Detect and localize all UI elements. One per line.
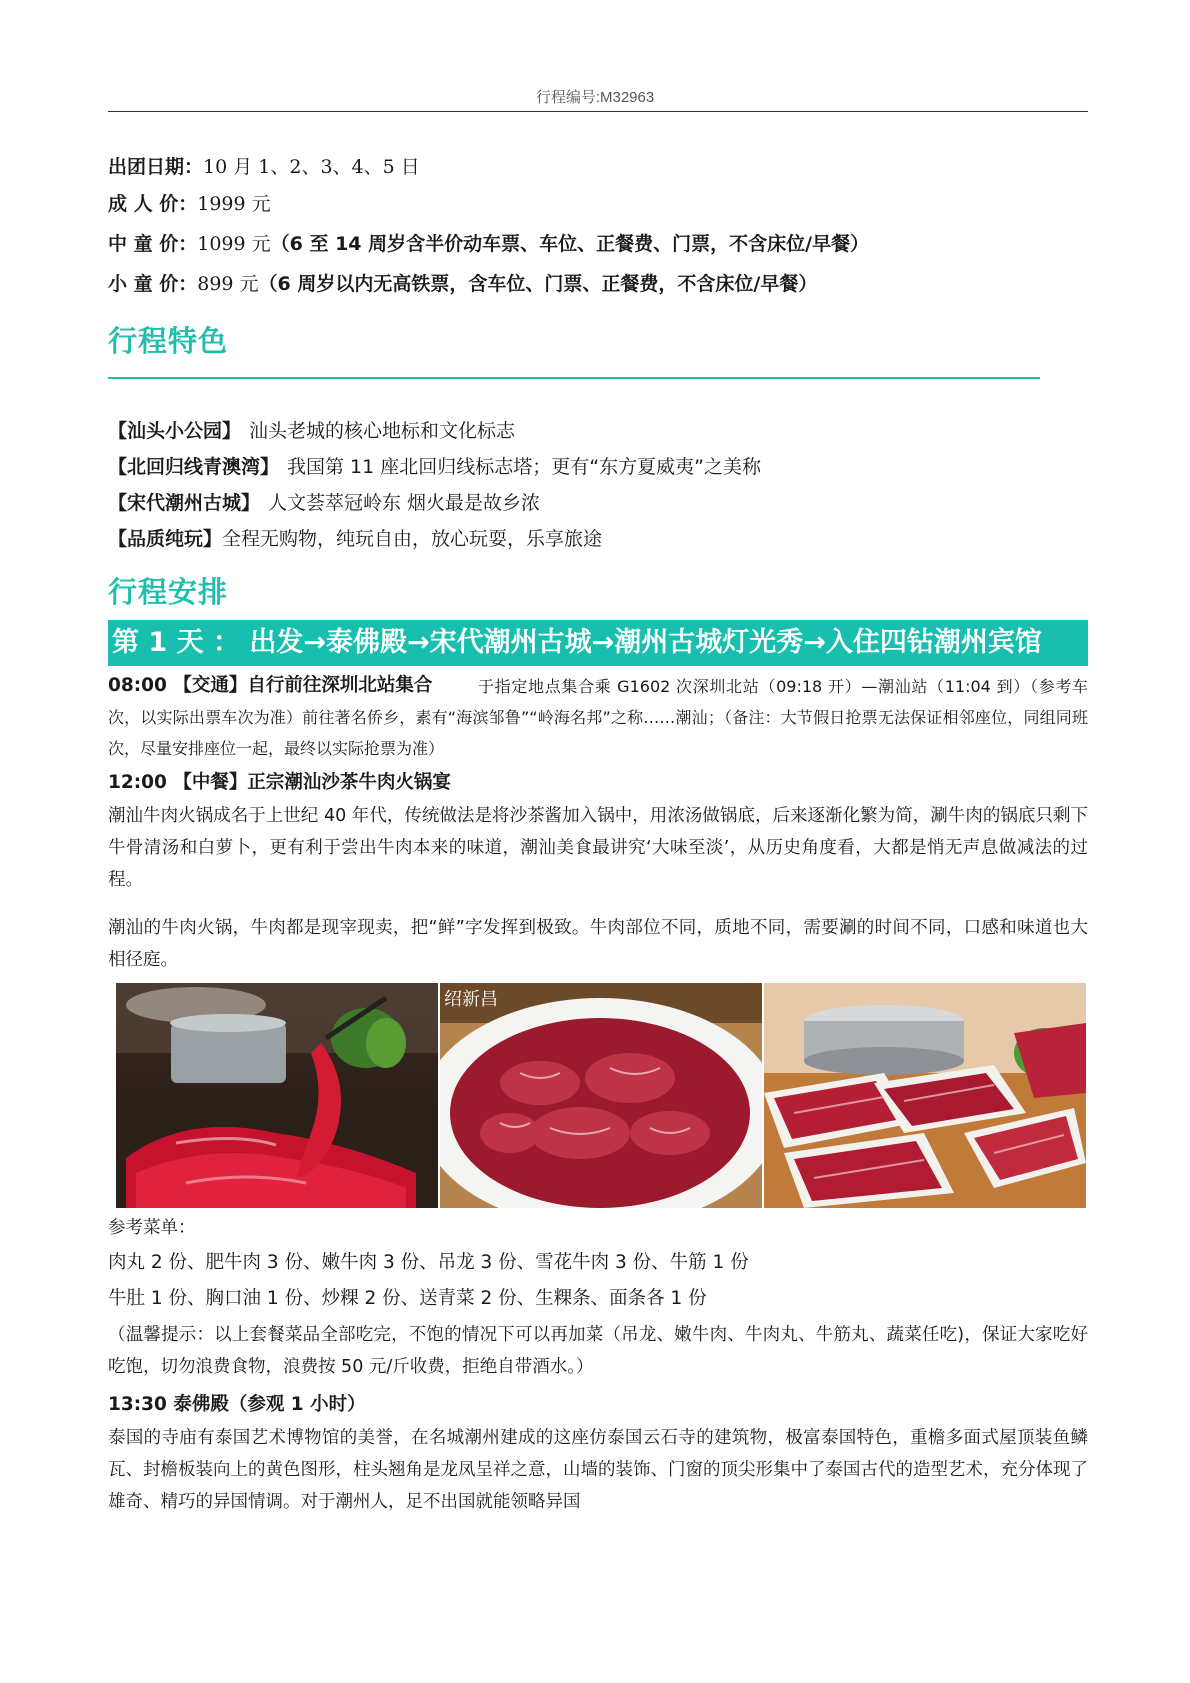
- feature-tag: 【品质纯玩】: [108, 528, 223, 550]
- info-value: 1099 元: [197, 233, 271, 255]
- info-label: 出团日期：: [108, 156, 204, 178]
- temple-text: 泰国的寺庙有泰国艺术博物馆的美誉，在名城潮州建成的这座仿泰国云石寺的建筑物，极富泰国特色，重檐多面式屋顶装鱼鳞瓦、封檐板装向上的黄色图形，柱头翘角是龙凤呈祥之意，山墙的装饰、门窗的顶尖形集中了泰国古代的造型艺术，充分体现了雄奇、精巧的异国情调。对于潮州人，足不出国就能领略异国: [108, 1428, 1088, 1512]
- transport-head: 08:00 【交通】自行前往深圳北站集合: [108, 675, 433, 696]
- feature-text: 汕头老城的核心地标和文化标志: [249, 420, 516, 442]
- menu-label: 参考菜单：: [108, 1218, 196, 1238]
- lunch-paragraph-1: 潮汕牛肉火锅成名于上世纪 40 年代，传统做法是将沙茶酱加入锅中，用浓汤做锅底，后来逐渐化繁为简，涮牛肉的锅底只剩下牛骨清汤和白萝卜，更有利于尝出牛肉本来的味道，潮汕美食最讲究‘大味至淡’，从历史角度看，大都是悄无声息做减法的过程。: [108, 806, 1088, 890]
- features-title: 行程特色: [108, 324, 229, 358]
- menu-line-1: 肉丸 2 份、肥牛肉 3 份、嫩牛肉 3 份、吊龙 3 份、雪花牛肉 3 份、牛筋 1 份: [108, 1252, 749, 1273]
- temple-heading: 13:30 泰佛殿（参观 1 小时）: [108, 1394, 366, 1415]
- feature-text: 人文荟萃冠岭东 烟火最是故乡浓: [268, 492, 541, 514]
- info-adult-price: [108, 189, 1088, 219]
- feature-tag: 【宋代潮州古城】: [108, 492, 261, 514]
- feature-item: [108, 524, 1088, 554]
- hotpot-photo-1-image: [116, 983, 438, 1208]
- itinerary-code: 行程编号:M32963: [535, 89, 655, 106]
- lunch-heading: 12:00 【中餐】正宗潮汕沙茶牛肉火锅宴: [108, 772, 451, 793]
- menu-line-2: 牛肚 1 份、胸口油 1 份、炒粿 2 份、送青菜 2 份、生粿条、面条各 1 份: [108, 1288, 707, 1309]
- feature-text: 全程无购物，纯玩自由，放心玩耍，乐享旅途: [222, 528, 603, 550]
- day1-banner: 第 1 天 ： 出发→泰佛殿→宋代潮州古城→潮州古城灯光秀→入住四钻潮州宾馆: [108, 620, 1088, 666]
- info-value: 1999 元: [197, 193, 271, 215]
- hotpot-photo-1: [116, 983, 438, 1208]
- info-label: 成 人 价：: [108, 193, 198, 215]
- hotpot-photo-3: [764, 983, 1086, 1208]
- shop-sign-text: 绍新昌: [444, 989, 498, 1010]
- menu-tip: （温馨提示：以上套餐菜品全部吃完，不饱的情况下可以再加菜（吊龙、嫩牛肉、牛肉丸、牛筋丸、蔬菜任吃)，保证大家吃好吃饱，切勿浪费食物，浪费按 50 元/斤收费，拒绝自带酒水。）: [108, 1325, 1088, 1377]
- info-note: （6 至 14 周岁含半价动车票、车位、正餐费、门票，不含床位/早餐）: [270, 233, 870, 255]
- info-label: 中 童 价：: [108, 233, 198, 255]
- transport-text: 于指定地点集合乘 G1602 次深圳北站（09:18 开）—潮汕站（11:04 到）（参考车次，以实际出票车次为准）前往著名侨乡，素有“海滨邹鲁”“岭海名邦”之称……潮汕；（备注：大节假日抢票无法保证相邻座位，同组同班次，尽量安排座位一起，最终以实际抢票为准）: [108, 677, 1088, 758]
- header-divider: [108, 111, 1088, 112]
- info-value: 899 元: [197, 273, 259, 295]
- hotpot-photo-3-image: [764, 983, 1086, 1208]
- lunch-paragraph-2: 潮汕的牛肉火锅，牛肉都是现宰现卖，把“鲜”字发挥到极致。牛肉部位不同，质地不同，需要涮的时间不同，口感和味道也大相径庭。: [108, 918, 1088, 970]
- info-departure-date: [108, 152, 1088, 182]
- features-divider: [108, 377, 1040, 379]
- schedule-title: 行程安排: [108, 575, 229, 609]
- feature-tag: 【北回归线青澳湾】: [108, 456, 280, 478]
- hotpot-photo-2-image: [440, 983, 762, 1208]
- feature-item: [108, 416, 1088, 446]
- info-value: 10 月 1、2、3、4、5 日: [203, 156, 420, 178]
- info-infant-price: [108, 269, 1088, 299]
- feature-tag: 【汕头小公园】: [108, 420, 242, 442]
- hotpot-photo-2: [440, 983, 762, 1208]
- feature-item: [108, 488, 1088, 518]
- feature-item: [108, 452, 1088, 482]
- feature-text: 我国第 11 座北回归线标志塔；更有“东方夏威夷”之美称: [287, 456, 761, 478]
- info-label: 小 童 价：: [108, 273, 198, 295]
- info-child-price: [108, 229, 1088, 259]
- info-note: （6 周岁以内无高铁票，含车位、门票、正餐费，不含床位/早餐）: [258, 273, 818, 295]
